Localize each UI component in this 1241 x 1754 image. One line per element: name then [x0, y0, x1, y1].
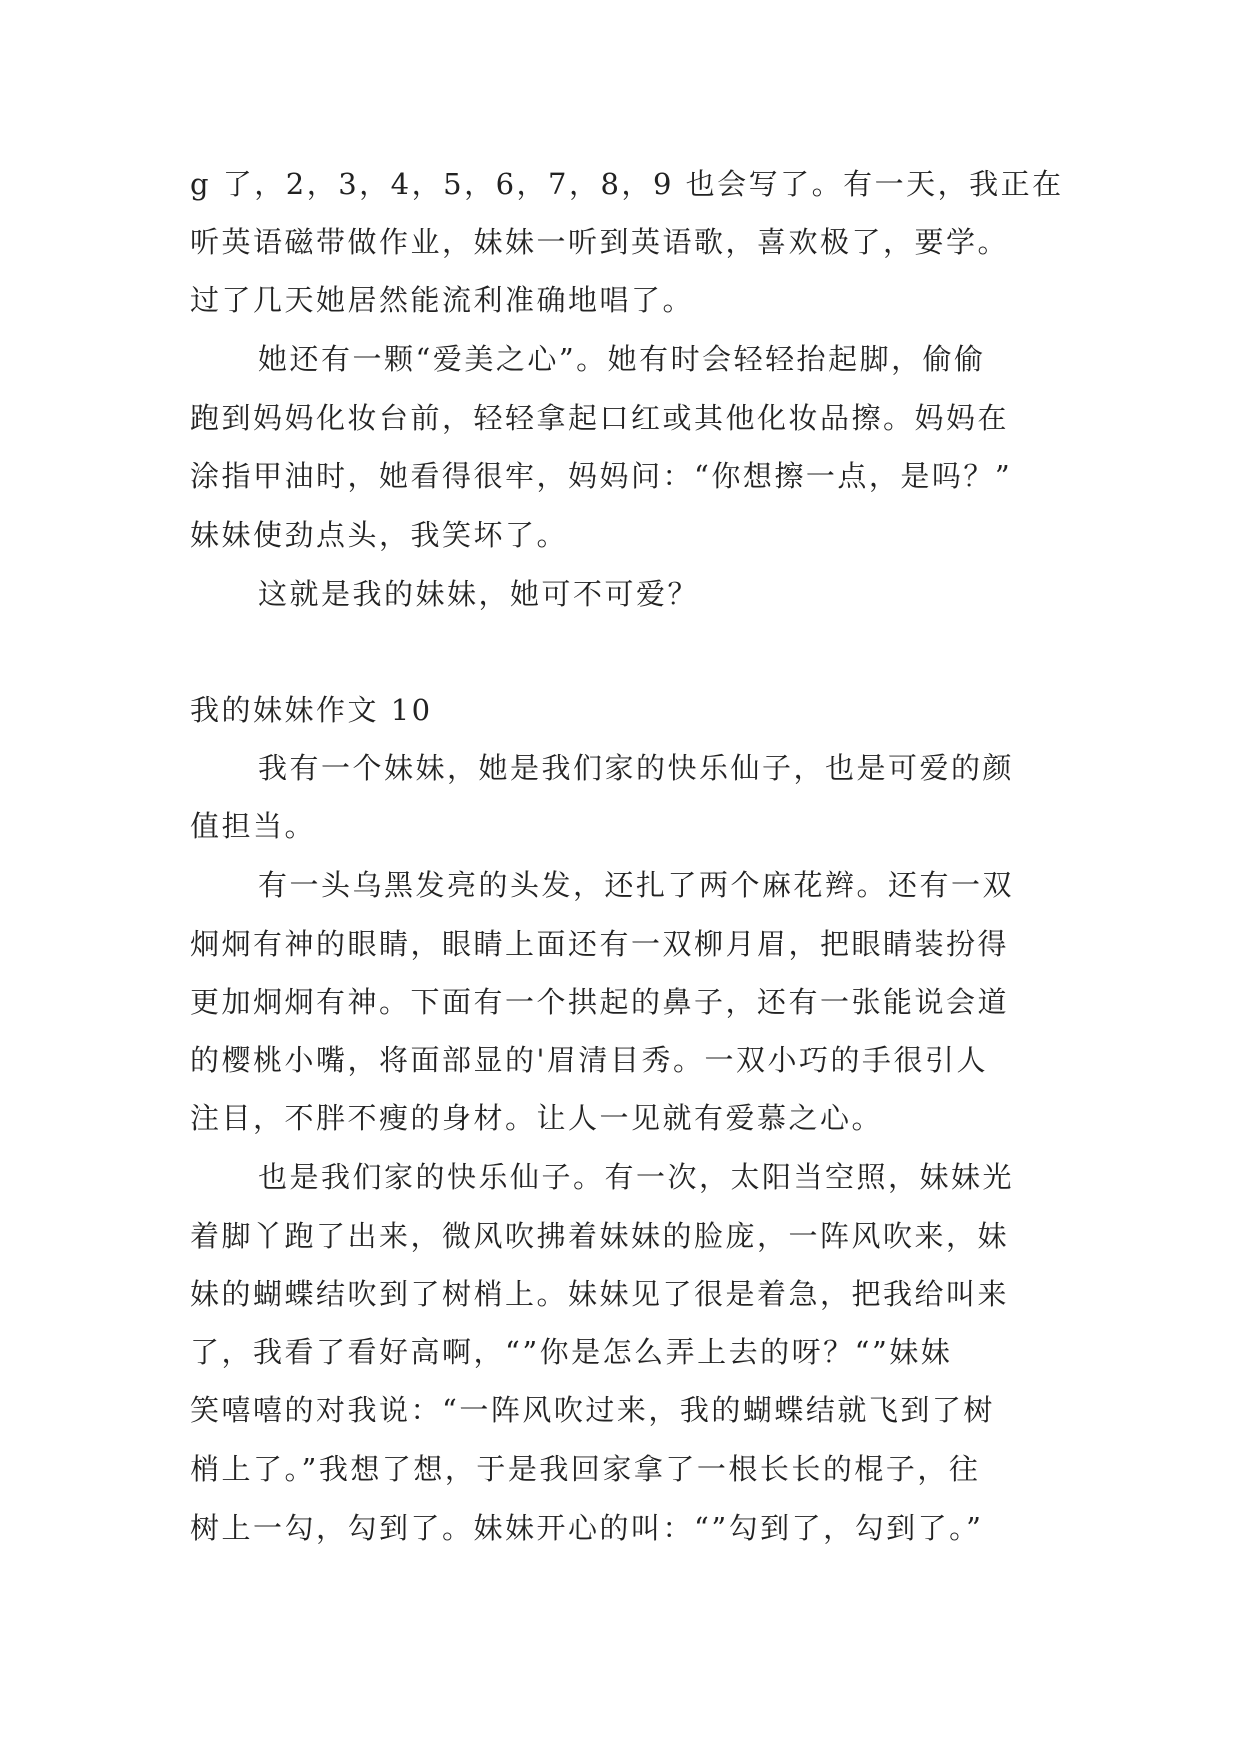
- text-line: 值担当。: [190, 809, 317, 843]
- text-line: 过了几天她居然能流利准确地唱了。: [190, 283, 695, 317]
- text-line: 我有一个妹妹，她是我们家的快乐仙子，也是可爱的颜: [258, 751, 1015, 785]
- section-heading: 我的妹妹作文 10: [190, 693, 433, 727]
- text-line: 梢上了。”我想了想，于是我回家拿了一根长长的棍子，往: [190, 1452, 981, 1486]
- text-line: 着脚丫跑了出来，微风吹拂着妹妹的脸庞，一阵风吹来，妹: [190, 1219, 1010, 1253]
- text-line: 跑到妈妈化妆台前，轻轻拿起口红或其他化妆品擦。妈妈在: [190, 401, 1010, 435]
- text-line: 也是我们家的快乐仙子。有一次，太阳当空照，妹妹光: [258, 1160, 1015, 1194]
- text-line: 这就是我的妹妹，她可不可爱？: [258, 577, 700, 611]
- text-line: 的樱桃小嘴，将面部显的'眉清目秀。一双小巧的手很引人: [190, 1043, 988, 1077]
- text-line: 她还有一颗“爱美之心”。她有时会轻轻抬起脚，偷偷: [258, 342, 986, 376]
- text-line: 了，我看了看好高啊，“”你是怎么弄上去的呀？“”妹妹: [190, 1335, 953, 1369]
- text-line: 炯炯有神的眼睛，眼睛上面还有一双柳月眉，把眼睛装扮得: [190, 927, 1010, 961]
- text-line: 妹的蝴蝶结吹到了树梢上。妹妹见了很是着急，把我给叫来: [190, 1277, 1010, 1311]
- text-line: 妹妹使劲点头，我笑坏了。: [190, 518, 569, 552]
- text-line: 注目，不胖不瘦的身材。让人一见就有爱慕之心。: [190, 1101, 884, 1135]
- text-line: 听英语磁带做作业，妹妹一听到英语歌，喜欢极了，要学。: [190, 225, 1010, 259]
- text-line: 有一头乌黑发亮的头发，还扎了两个麻花辫。还有一双: [258, 868, 1015, 902]
- text-line: 树上一勾，勾到了。妹妹开心的叫：“”勾到了，勾到了。”: [190, 1511, 984, 1545]
- text-line: g 了，2，3，4，5，6，7，8，9 也会写了。有一天，我正在: [190, 167, 1064, 201]
- text-line: 涂指甲油时，她看得很牢，妈妈问：“你想擦一点，是吗？”: [190, 459, 1013, 493]
- text-line: 笑嘻嘻的对我说：“一阵风吹过来，我的蝴蝶结就飞到了树: [190, 1393, 995, 1427]
- text-line: 更加炯炯有神。下面有一个拱起的鼻子，还有一张能说会道: [190, 985, 1010, 1019]
